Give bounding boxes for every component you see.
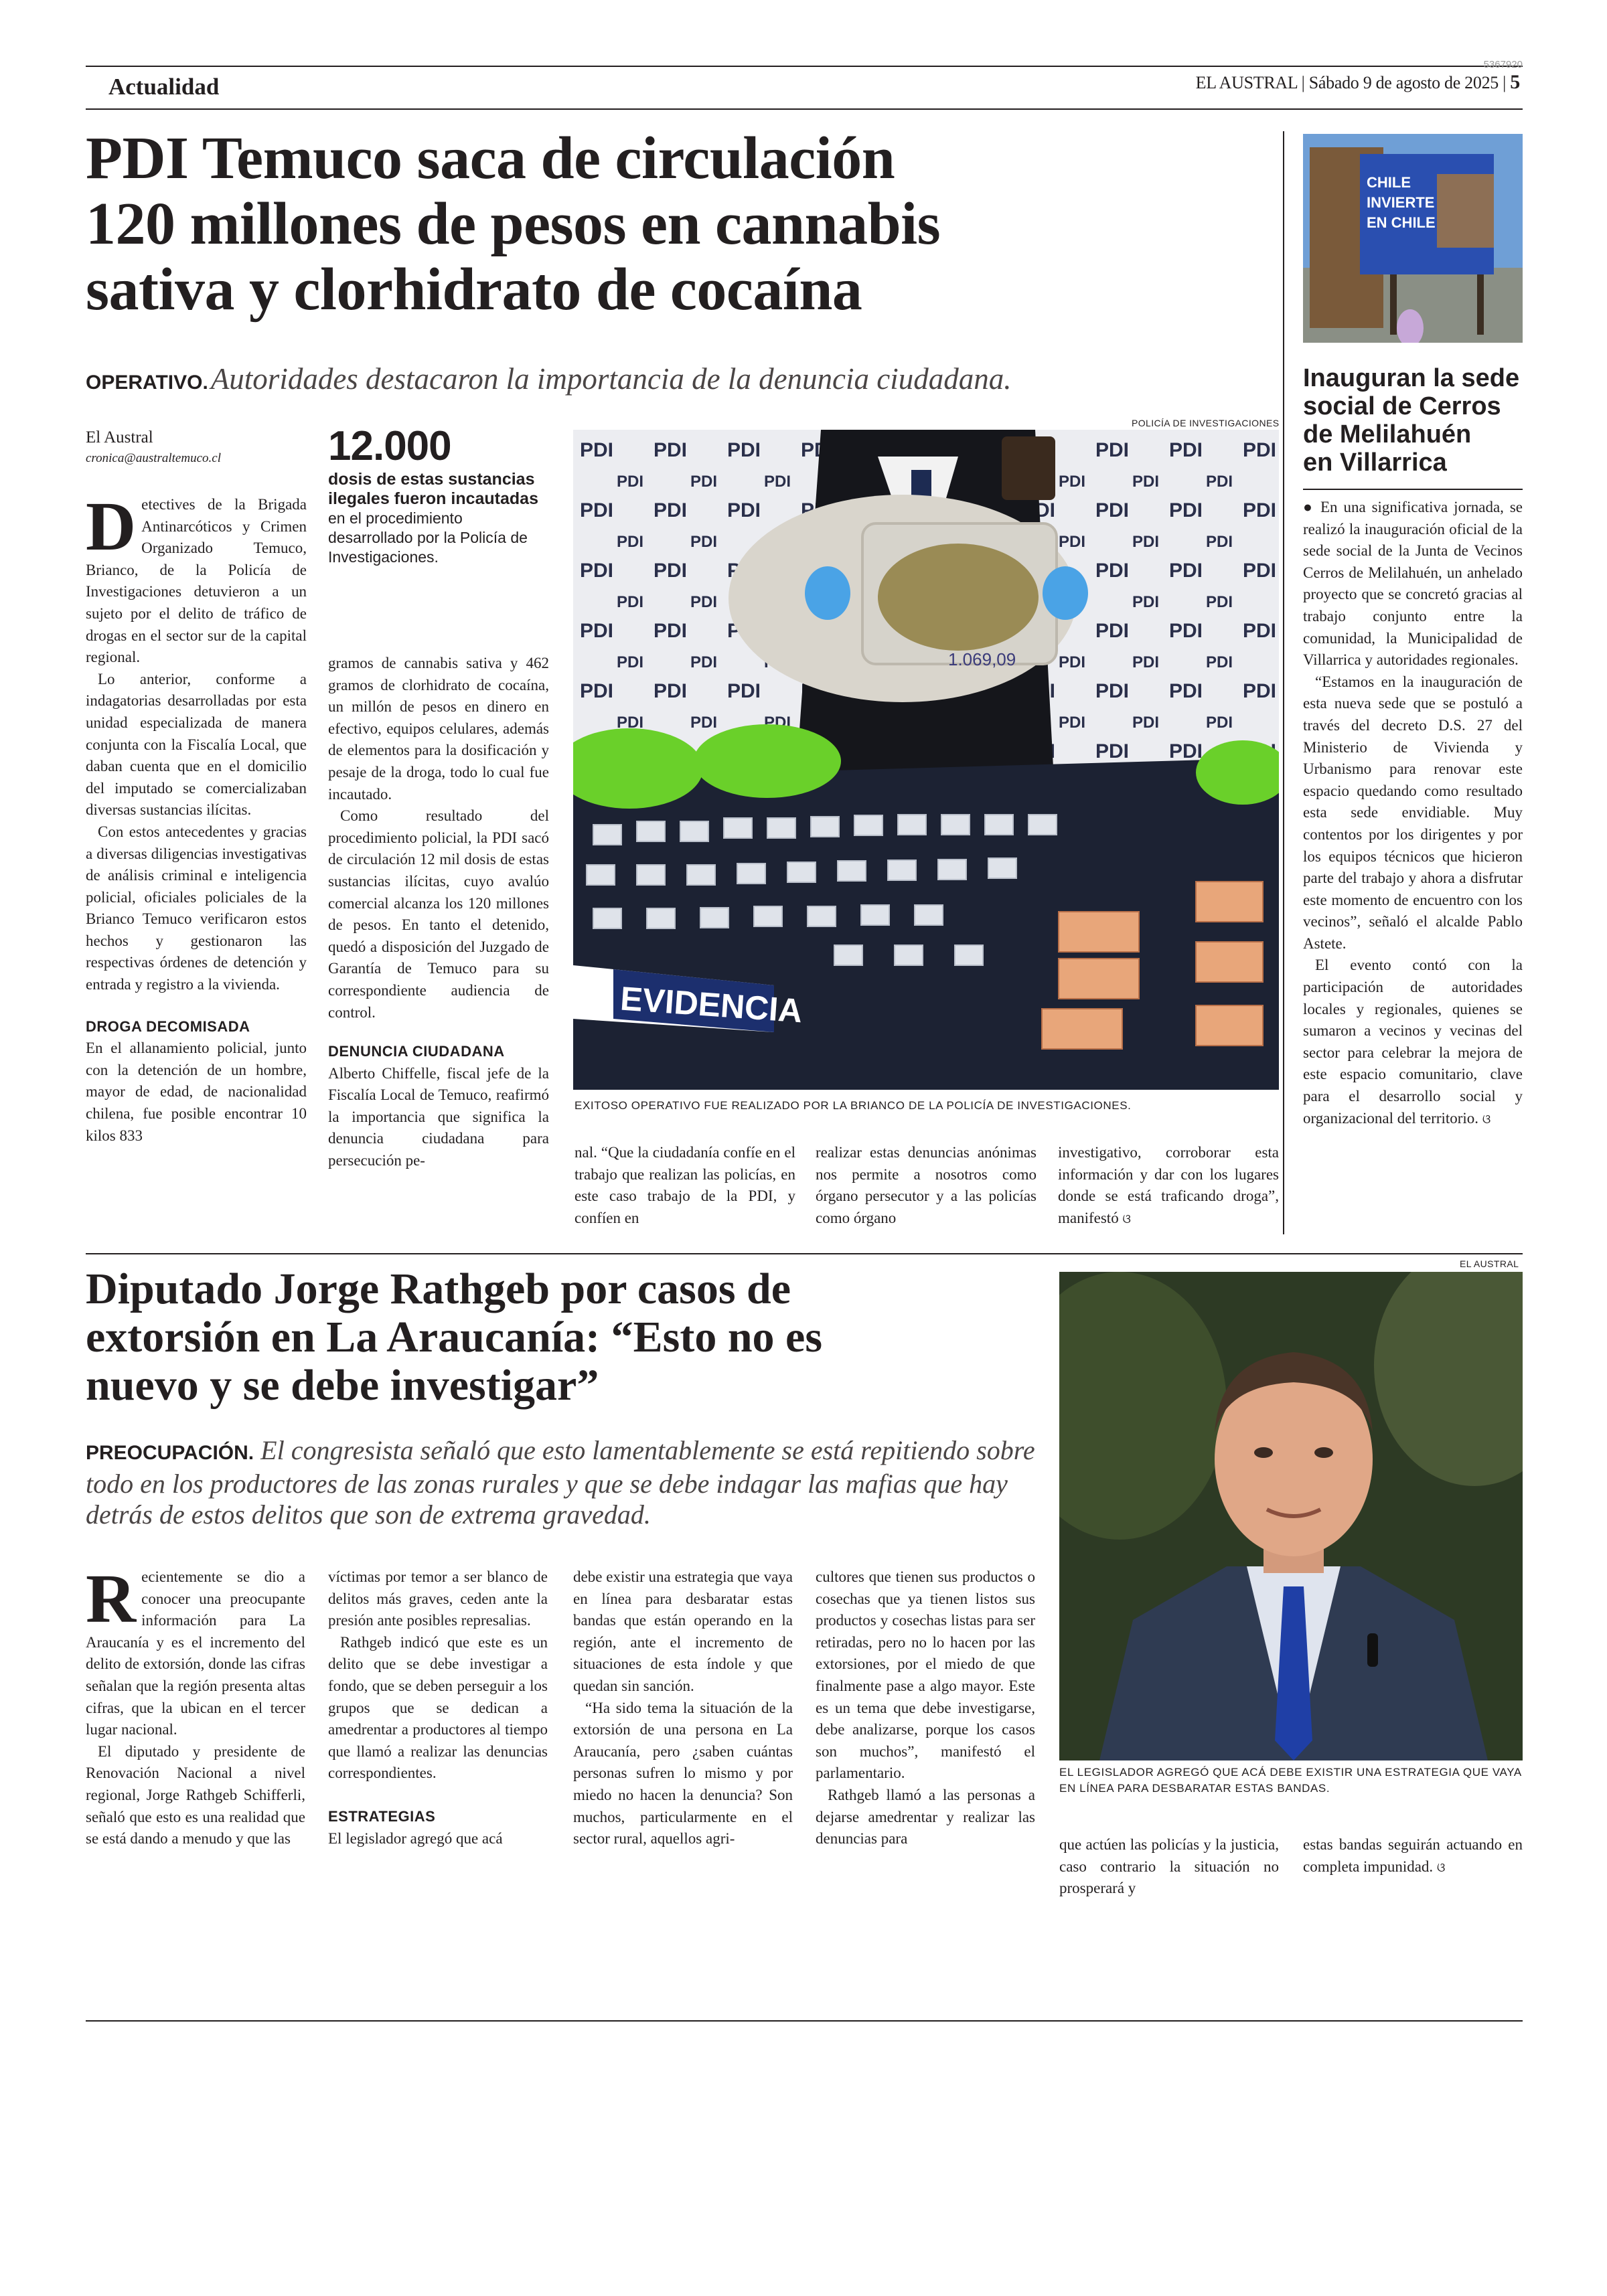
paragraph: estas bandas seguirán actuando en completa impunidad. bbox=[1303, 1836, 1523, 1875]
sede-social-photo-illustration bbox=[1303, 134, 1523, 343]
paragraph: En una significativa jornada, se realizó la inauguración oficial de la sede social de la Junta de Vecinos Cerros de Melilahuén, un anhelado proyecto que se concretó gracias al trabajo conjunto entre la comunidad, la Municipalidad de Villarrica y autoridades regionales. bbox=[1303, 499, 1523, 669]
stat-rest-text: en el procedimiento desarrollado por la Policía de Investigaciones. bbox=[328, 509, 528, 566]
paragraph: que actúen las policías y la justicia, caso contrario la situación no prosperará y bbox=[1059, 1836, 1279, 1897]
paragraph: “Estamos en la inauguración de esta nueva sede que se postuló a través del decreto D.S. 27 del Ministerio de Vivienda y Urbanismo para renovar este espacio quedando como resultado esta sede envidiable. Muy contentos por los dirigentes y por los equipos técnicos que hicieron parte del trabajo y ahora a disfrutar este momento de encuentro con los vecinos”, señaló el alcalde Pablo Astete. bbox=[1303, 673, 1523, 952]
second-kicker: PREOCUPACIÓN. bbox=[86, 1442, 254, 1464]
paragraph: Como resultado del procedimiento policial, la PDI sacó de circulación 12 mil dosis de estas sustancias ilícitas, cuyo avalúo comercial alcanza los 120 millones de pesos. En tanto el detenido, quedó a disposición del Juzgado de Garantía de Temuco para su correspondiente audiencia de control. bbox=[328, 807, 549, 1021]
end-mark-icon: ଓ bbox=[1436, 1860, 1446, 1875]
second-col-1 bbox=[86, 1560, 305, 1850]
sidebar-body bbox=[1303, 497, 1523, 1131]
sidebar-headline-line: de Melilahuén bbox=[1303, 420, 1472, 448]
second-headline-line: Diputado Jorge Rathgeb por casos de bbox=[86, 1264, 791, 1313]
legislator-portrait-illustration bbox=[1059, 1272, 1523, 1760]
sidebar-headline-line: en Villarrica bbox=[1303, 448, 1447, 477]
sidebar-photo bbox=[1303, 134, 1523, 343]
second-col-4 bbox=[816, 1566, 1035, 1850]
main-photo-caption: EXITOSO OPERATIVO FUE REALIZADO POR LA BRIANCO DE LA POLICÍA DE INVESTIGACIONES. bbox=[575, 1099, 1132, 1112]
paragraph: El evento contó con la participación de autoridades locales y regionales, quienes se sumaron a vecinos y vecinas del sector para celebrar la mejora de este espacio comunitario, clave para el desarrollo social y organizacional del territorio. bbox=[1303, 957, 1523, 1127]
banner-line: INVIERTE bbox=[1367, 194, 1435, 211]
subhead: ESTRATEGIAS bbox=[328, 1807, 436, 1825]
main-deck-text: Autoridades destacaron la importancia de la denuncia ciudadana. bbox=[210, 362, 1012, 396]
paragraph: Lo anterior, conforme a indagatorias desarrolladas por esta unidad especializada de manera conjunta con la Fiscalía Local, que daban cuenta que en el domicilio del imputado se comercializaban diversas sustancias ilícitas. bbox=[86, 670, 307, 819]
banner-line: EN CHILE bbox=[1367, 214, 1436, 231]
paragraph: Alberto Chiffelle, fiscal jefe de la Fiscalía Local de Temuco, reafirmó la importancia que significa la denuncia ciudadana para persecución pe- bbox=[328, 1064, 549, 1169]
paragraph: etectives de la Brigada Antinarcóticos y Crimen Organizado Temuco, Brianco, de la Policía de Investigaciones detuvieron a un sujeto por el delito de tráfico de drogas en el sector sur de la capital regional. bbox=[86, 496, 307, 666]
sidebar-rule bbox=[1303, 489, 1523, 490]
main-deck bbox=[86, 361, 1012, 396]
second-col-5 bbox=[1059, 1834, 1279, 1900]
second-headline-line: nuevo y se debe investigar” bbox=[86, 1361, 599, 1410]
end-mark-icon: ଓ bbox=[1482, 1112, 1491, 1127]
main-headline bbox=[86, 126, 940, 323]
subhead: DENUNCIA CIUDADANA bbox=[328, 1043, 505, 1060]
bag-label: 1.069,09 bbox=[948, 649, 1016, 669]
main-photo bbox=[573, 430, 1279, 1090]
second-headline-line: extorsión en La Araucanía: “Esto no es bbox=[86, 1313, 823, 1362]
main-col-2 bbox=[328, 653, 549, 1172]
byline: El Austral bbox=[86, 428, 153, 446]
main-col-1 bbox=[86, 488, 307, 1147]
paragraph: En el allanamiento policial, junto con la detención de un hombre, mayor de edad, de nacionalidad chilena, fue posible encontrar 10 kilos 833 bbox=[86, 1040, 307, 1144]
paragraph: cultores que tienen sus productos o cosechas que ya tienen listos sus productos y cosechas listas para ser retiradas, pero no lo hacen por las extorsiones, por el miedo de que finalmente pase a algo mayor. Este es un tema que debe investigarse, debe analizarse, porque los casos son muchos”, manifestó el parlamentario. bbox=[816, 1568, 1035, 1782]
paragraph: “Ha sido tema la situación de la extorsión de una persona en La Araucanía, pero ¿saben cuántas personas sufren lo mismo y por miedo no hacen la denuncia? Son muchos, particularmente en el sector rural, aquellos agri- bbox=[573, 1699, 793, 1848]
paragraph: Rathgeb indicó que este es un delito que se debe investigar a fondo, que se deben perseguir a los grupos que se dedican a amedrentar a productores al tiempo que llamó a realizar las denuncias correspondientes. bbox=[328, 1633, 548, 1782]
paragraph: investigativo, corroborar esta información y dar con los lugares donde se está traficando droga”, manifestó bbox=[1058, 1144, 1279, 1226]
second-deck bbox=[86, 1435, 1037, 1530]
story-divider bbox=[86, 1253, 1523, 1254]
paragraph: víctimas por temor a ser blanco de delitos más graves, ceden ante la presión ante posibles represalias. bbox=[328, 1568, 548, 1629]
portrait-credit: EL AUSTRAL bbox=[1460, 1258, 1519, 1269]
paragraph: gramos de cannabis sativa y 462 gramos de clorhidrato de cocaína, un millón de pesos en dinero en efectivo, equipos celulares, además de elementos para la dosificación y pesaje de la droga, todo lo cual fue incautado. bbox=[328, 655, 549, 803]
portrait-photo bbox=[1059, 1272, 1523, 1760]
paragraph: El legislador agregó que acá bbox=[328, 1829, 503, 1847]
paragraph: Con estos antecedentes y gracias a diversas diligencias investigativas de análisis criminal e inteligencia policial, oficiales policiales de la Brianco Temuco verificaron estos hechos y gestionaron las respectivas órdenes de detención y entrada y registro a la vivienda. bbox=[86, 823, 307, 993]
sidebar-headline-line: social de Cerros bbox=[1303, 392, 1501, 420]
paragraph: realizar estas denuncias anónimas nos permite a nosotros como órgano persecutor y a las policías como órgano bbox=[816, 1144, 1037, 1226]
stat-box bbox=[328, 423, 549, 567]
second-col-2 bbox=[328, 1566, 548, 1850]
evidence-photo-illustration bbox=[573, 430, 1279, 1090]
column-divider bbox=[1283, 131, 1284, 1234]
dropcap: D bbox=[86, 488, 137, 565]
second-deck-text: El congresista señaló que esto lamentablemente se está repitiendo sobre todo en los productores de las zonas rurales y que se debe indagar las mafias que hay detrás de estos delitos que son de extrema gravedad. bbox=[86, 1435, 1035, 1530]
main-col-3 bbox=[575, 1142, 795, 1229]
page-number: 5 bbox=[1510, 71, 1520, 93]
paragraph: ecientemente se dio a conocer una preocupante información para La Araucanía y es el incremento del delito de extorsión, donde las cifras señalan que la región presenta altas cifras, que la ubican en el tercer lugar nacional. bbox=[86, 1568, 305, 1738]
paragraph: nal. “Que la ciudadanía confíe en el trabajo que realizan las policías, en este caso trabajo de la PDI, y confíen en bbox=[575, 1144, 795, 1226]
stat-number: 12.000 bbox=[328, 423, 451, 469]
second-headline bbox=[86, 1265, 822, 1410]
stat-bold-text: dosis de estas sustancias ilegales fueron incautadas bbox=[328, 470, 538, 508]
main-kicker: OPERATIVO. bbox=[86, 372, 208, 394]
main-col-4 bbox=[816, 1142, 1037, 1229]
second-col-3 bbox=[573, 1566, 793, 1850]
bottom-rule bbox=[86, 2020, 1523, 2022]
main-headline-line: PDI Temuco saca de circulación bbox=[86, 125, 895, 191]
evidence-banner-text: EVIDENCIA bbox=[619, 979, 804, 1030]
sidebar-headline bbox=[1303, 364, 1519, 477]
subhead: DROGA DECOMISADA bbox=[86, 1017, 250, 1035]
paragraph: El diputado y presidente de Renovación Nacional a nivel regional, Jorge Rathgeb Schifferli, señaló que esto es una realidad que se está dando a menudo y que las bbox=[86, 1742, 305, 1848]
paragraph: Rathgeb llamó a las personas a dejarse amedrentar y realizar las denuncias para bbox=[816, 1786, 1035, 1848]
header-bottom-rule bbox=[86, 108, 1523, 110]
clip-id: 5367920 bbox=[1483, 59, 1523, 70]
dropcap: R bbox=[86, 1560, 137, 1637]
masthead-info bbox=[1196, 71, 1520, 94]
section-label: Actualidad bbox=[108, 74, 220, 100]
portrait-caption: EL LEGISLADOR AGREGÓ QUE ACÁ DEBE EXISTIR UNA ESTRATEGIA QUE VAYA EN LÍNEA PARA DESBARATAR ESTAS BANDAS. bbox=[1059, 1766, 1521, 1795]
byline-email: cronica@australtemuco.cl bbox=[86, 451, 221, 465]
masthead-date: EL AUSTRAL | Sábado 9 de agosto de 2025 | bbox=[1195, 73, 1507, 92]
main-col-5 bbox=[1058, 1142, 1279, 1230]
main-headline-line: 120 millones de pesos en cannabis bbox=[86, 191, 941, 257]
banner-line: CHILE bbox=[1367, 174, 1411, 191]
header-top-rule bbox=[86, 66, 1523, 67]
bullet-icon: ● bbox=[1303, 499, 1315, 515]
paragraph: debe existir una estrategia que vaya en línea para desbaratar estas bandas que están operando en la región, ante el incremento de situaciones de esta índole y que quedan sin sanción. bbox=[573, 1568, 793, 1694]
photo-credit: POLICÍA DE INVESTIGACIONES bbox=[1132, 418, 1280, 428]
main-headline-line: sativa y clorhidrato de cocaína bbox=[86, 256, 862, 323]
end-mark-icon: ଓ bbox=[1122, 1212, 1131, 1226]
second-col-6 bbox=[1303, 1834, 1523, 1879]
sidebar-headline-line: Inauguran la sede bbox=[1303, 364, 1520, 392]
